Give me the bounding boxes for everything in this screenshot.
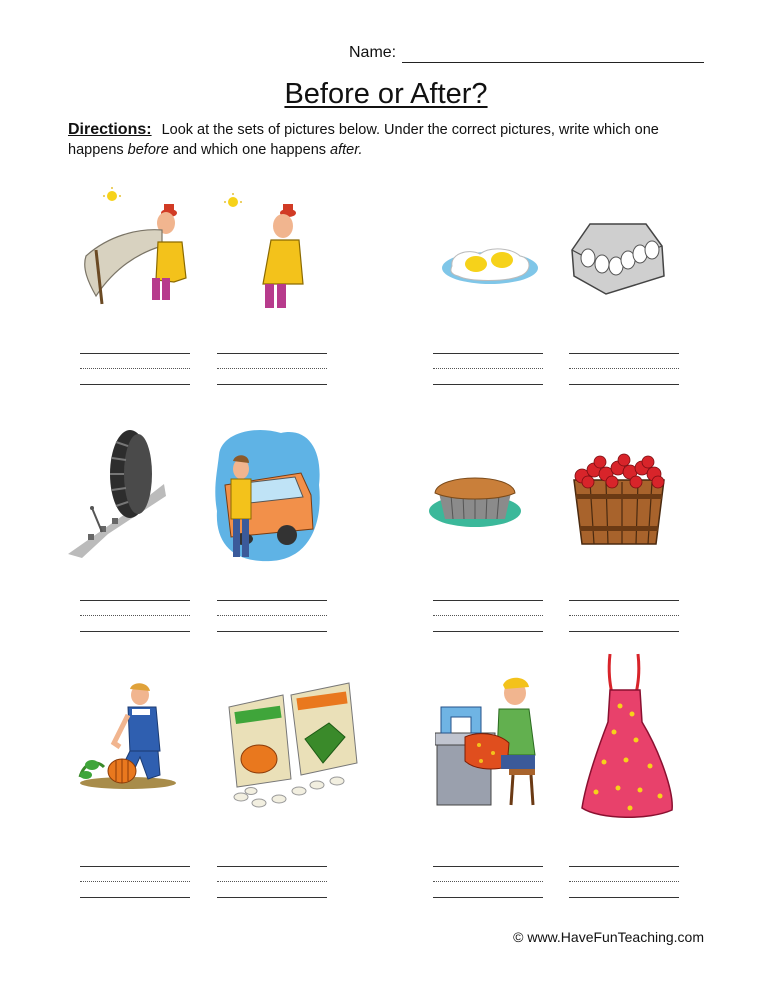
- directions: [68, 120, 718, 160]
- fried-eggs-icon: [440, 238, 540, 286]
- worksheet-title: [0, 78, 772, 111]
- directions-after: after.: [330, 142, 363, 158]
- seed-packets-icon: [225, 679, 361, 813]
- young-man-icon: [215, 190, 327, 314]
- answer-lines[interactable]: [80, 866, 190, 900]
- pie-icon: [427, 459, 523, 531]
- answer-lines[interactable]: [217, 353, 327, 387]
- answer-lines[interactable]: [569, 866, 679, 900]
- answer-lines[interactable]: [217, 866, 327, 900]
- tire-nail-icon: [68, 430, 172, 558]
- flat-tire-car-icon: [215, 425, 323, 565]
- red-dress-icon: [580, 652, 676, 820]
- title-text: Before or After?: [284, 78, 488, 110]
- answer-lines[interactable]: [569, 353, 679, 387]
- answer-lines[interactable]: [433, 600, 543, 634]
- directions-text-1: Look at the sets of pictures below. Under the correct pictures, write which one happens: [68, 122, 659, 158]
- answer-lines[interactable]: [433, 353, 543, 387]
- answer-lines[interactable]: [433, 866, 543, 900]
- answer-lines[interactable]: [217, 600, 327, 634]
- directions-text-2: and which one happens: [168, 142, 331, 158]
- apple-basket-icon: [568, 450, 670, 550]
- directions-label: Directions:: [68, 121, 152, 138]
- old-bearded-man-icon: [78, 186, 190, 310]
- answer-lines[interactable]: [569, 600, 679, 634]
- egg-carton-icon: [566, 220, 672, 296]
- sewing-machine-icon: [435, 675, 547, 811]
- answer-lines[interactable]: [80, 600, 190, 634]
- answer-lines[interactable]: [80, 353, 190, 387]
- name-label: Name:: [349, 44, 397, 61]
- copyright: © www.HaveFunTeaching.com: [513, 929, 704, 945]
- directions-before: before: [127, 142, 169, 158]
- name-line[interactable]: [402, 62, 704, 63]
- farmer-pumpkin-icon: [78, 681, 178, 791]
